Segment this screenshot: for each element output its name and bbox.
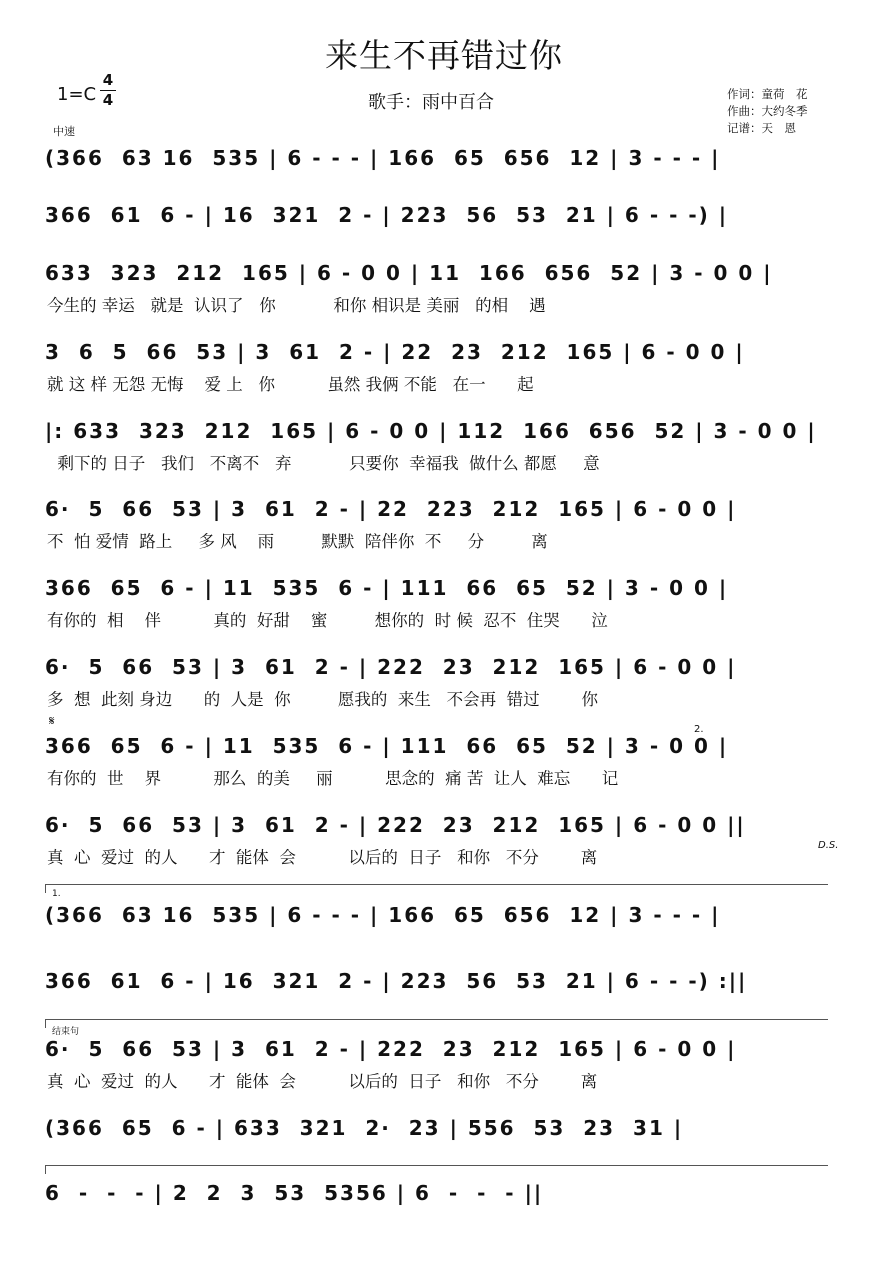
score-line xyxy=(45,814,835,874)
score-line xyxy=(45,498,835,558)
lyrics: 不 怕 爱情 路上 多 风 雨 默默 陪伴你 不 分 离 xyxy=(47,532,548,551)
lyrics: 真 心 爱过 的人 才 能体 会 以后的 日子 和你 不分 离 xyxy=(47,848,598,867)
score-line xyxy=(45,904,835,964)
score-line xyxy=(45,262,835,322)
score-line xyxy=(45,204,835,264)
notes: 633 323 212 165 | 6 - 0 0 | 11 166 656 52 | 3 - 0 0 | xyxy=(45,261,773,285)
score-line xyxy=(45,1038,835,1098)
notes: |: 633 323 212 165 | 6 - 0 0 | 112 166 656 52 | 3 - 0 0 | xyxy=(45,419,817,443)
lyricist: 作词：童荷 花 xyxy=(727,87,808,101)
final-bracket xyxy=(45,1165,828,1174)
notes: 6· 5 66 53 | 3 61 2 - | 22 223 212 165 | 6 - 0 0 | xyxy=(45,497,737,521)
lyrics: 剩下的 日子 我们 不离不 弃 只要你 幸福我 做什么 都愿 意 xyxy=(47,454,600,473)
notes: (366 65 6 - | 633 321 2· 23 | 556 53 23 31 | xyxy=(45,1116,684,1140)
composer: 作曲：大约冬季 xyxy=(727,104,808,118)
ending-1-label: 1. xyxy=(52,889,61,899)
song-title: 来生不再错过你 xyxy=(325,36,563,75)
score-line xyxy=(45,341,835,401)
notes: (366 63 16 535 | 6 - - - | 166 65 656 12 | 3 - - - | xyxy=(45,146,721,170)
key-signature: 1=C xyxy=(57,84,97,105)
ending-2-marker: 2. xyxy=(694,724,704,735)
notes: 366 61 6 - | 16 321 2 - | 223 56 53 21 | 6 - - -) :|| xyxy=(45,969,748,993)
lyrics: 今生的 幸运 就是 认识了 你 和你 相识是 美丽 的相 遇 xyxy=(47,296,546,315)
notes: 3 6 5 66 53 | 3 61 2 - | 22 23 212 165 | 6 - 0 0 | xyxy=(45,340,745,364)
score-line xyxy=(45,577,835,637)
score-line xyxy=(45,420,835,480)
credits xyxy=(727,86,808,137)
notes: 6 - - - | 2 2 3 53 5356 | 6 - - - || xyxy=(45,1181,544,1205)
ds-marker: D.S. xyxy=(818,840,839,851)
score-line xyxy=(45,735,835,795)
tempo-marking: 中速 xyxy=(53,125,75,138)
notes: 366 65 6 - | 11 535 6 - | 111 66 65 52 | 3 - 0 0 | xyxy=(45,734,729,758)
transcriber: 记谱：天 恩 xyxy=(727,121,796,135)
notes: 6· 5 66 53 | 3 61 2 - | 222 23 212 165 | 6 - 0 0 | xyxy=(45,655,737,679)
lyrics: 多 想 此刻 身边 的 人是 你 愿我的 来生 不会再 错过 你 xyxy=(47,690,599,709)
notes: 366 61 6 - | 16 321 2 - | 223 56 53 21 | 6 - - -) | xyxy=(45,203,729,227)
notes: 366 65 6 - | 11 535 6 - | 111 66 65 52 | 3 - 0 0 | xyxy=(45,576,729,600)
meter-top: 4 xyxy=(102,71,114,89)
singer: 歌手：雨中百合 xyxy=(368,92,494,113)
time-signature xyxy=(98,72,118,109)
score-line xyxy=(45,656,835,716)
lyrics: 就 这 样 无怨 无悔 爱 上 你 虽然 我俩 不能 在一 起 xyxy=(47,375,534,394)
lyrics: 有你的 世 界 那么 的美 丽 思念的 痛 苦 让人 难忘 记 xyxy=(47,769,619,788)
notes: (366 63 16 535 | 6 - - - | 166 65 656 12 | 3 - - - | xyxy=(45,903,721,927)
score-line xyxy=(45,1182,835,1242)
lyrics: 有你的 相 伴 真的 好甜 蜜 想你的 时 候 忍不 住哭 泣 xyxy=(47,611,608,630)
first-ending-bracket xyxy=(45,884,828,893)
coda-bracket xyxy=(45,1019,828,1028)
notes: 6· 5 66 53 | 3 61 2 - | 222 23 212 165 | 6 - 0 0 || xyxy=(45,813,746,837)
segno-mark: 𝄋 xyxy=(49,714,55,729)
meter-bottom: 4 xyxy=(102,91,114,109)
notes: 6· 5 66 53 | 3 61 2 - | 222 23 212 165 | 6 - 0 0 | xyxy=(45,1037,737,1061)
coda-label: 结束句 xyxy=(52,1027,80,1037)
score-line xyxy=(45,147,835,207)
lyrics: 真 心 爱过 的人 才 能体 会 以后的 日子 和你 不分 离 xyxy=(47,1072,598,1091)
